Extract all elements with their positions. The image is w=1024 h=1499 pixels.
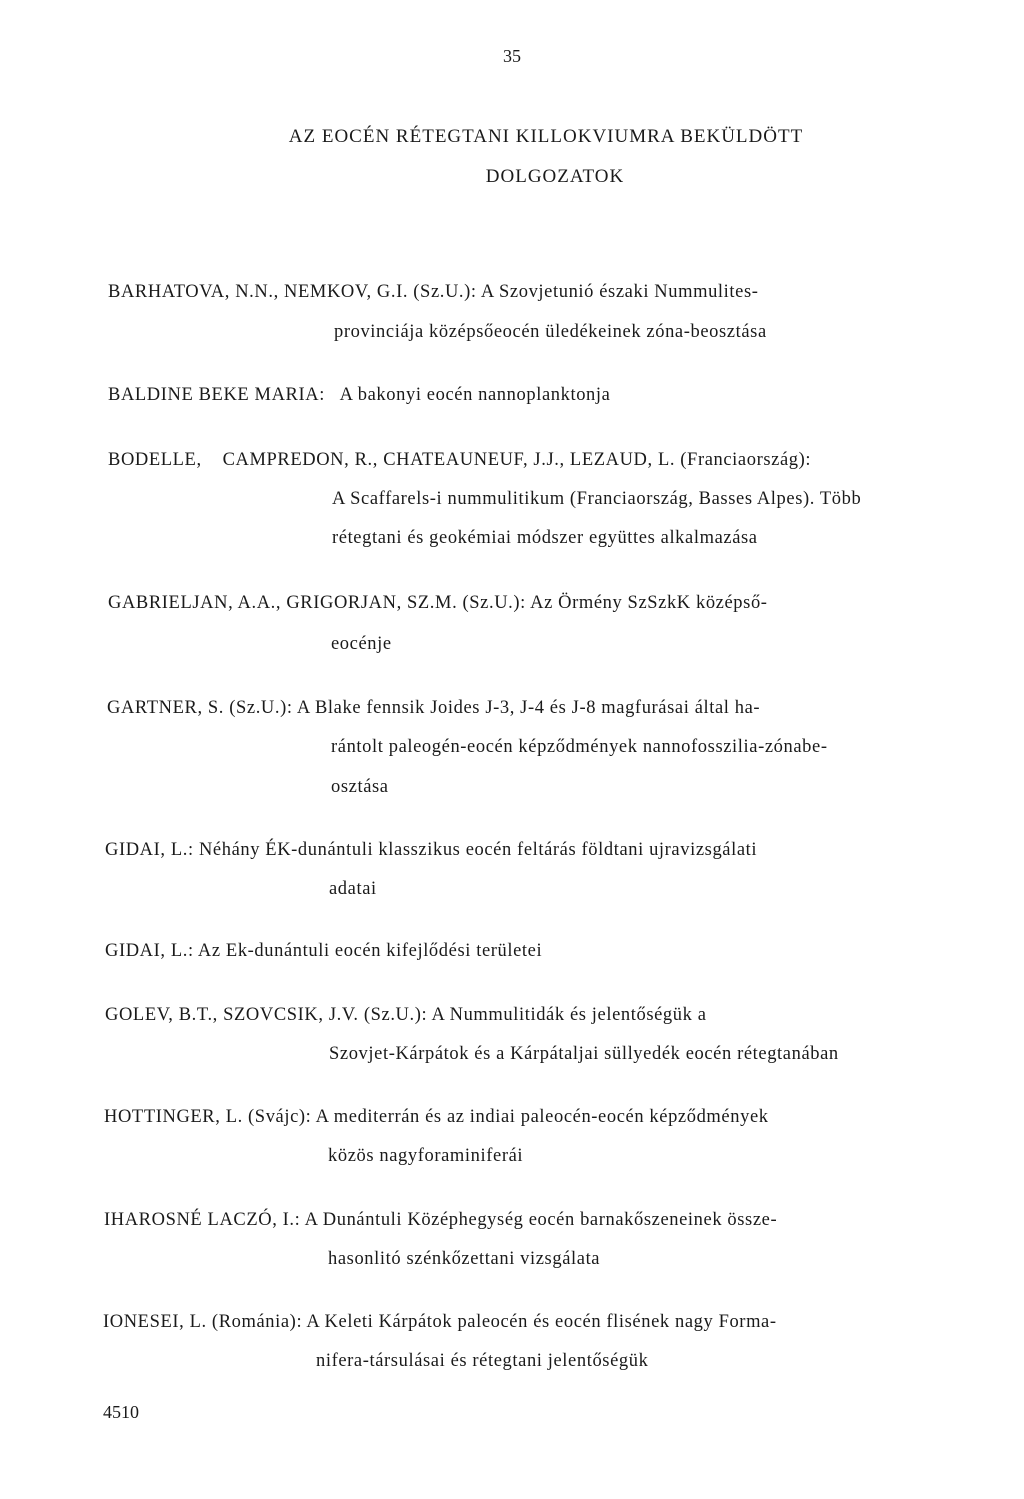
document-title-line-1: AZ EOCÉN RÉTEGTANI KILLOKVIUMRA BEKÜLDÖTT (288, 126, 804, 147)
entry-line: HOTTINGER, L. (Svájc): A mediterrán és az indiai paleocén-eocén képződmények (104, 1107, 769, 1127)
page-number: 35 (503, 46, 521, 66)
entry-line: hasonlitó szénkőzettani vizsgálata (328, 1249, 601, 1269)
entry-line: A Scaffarels-i nummulitikum (Franciaország, Basses Alpes). Több (332, 489, 862, 509)
entry-line: IONESEI, L. (Románia): A Keleti Kárpátok paleocén és eocén flisének nagy Forma- (103, 1312, 777, 1332)
entry-line: osztása (331, 777, 389, 797)
entry-line: GARTNER, S. (Sz.U.): A Blake fennsik Joides J-3, J-4 és J-8 magfurásai által ha- (107, 698, 761, 718)
entry-line: provinciája középsőeocén üledékeinek zóna-beosztása (334, 322, 767, 342)
footer-code: 4510 (103, 1402, 139, 1422)
entry-line: GOLEV, B.T., SZOVCSIK, J.V. (Sz.U.): A Nummulitidák és jelentőségük a (105, 1005, 707, 1025)
entry-line: BODELLE, CAMPREDON, R., CHATEAUNEUF, J.J., LEZAUD, L. (Franciaország): (108, 450, 812, 470)
entry-line: adatai (329, 879, 377, 899)
entry-line: BALDINE BEKE MARIA: A bakonyi eocén nannoplanktonja (108, 385, 611, 405)
entry-line: BARHATOVA, N.N., NEMKOV, G.I. (Sz.U.): A Szovjetunió északi Nummulites- (108, 282, 759, 302)
entry-line: eocénje (331, 634, 392, 654)
document-title-line-2: DOLGOZATOK (485, 166, 625, 187)
entry-line: GIDAI, L.: Az Ek-dunántuli eocén kifejlődési területei (105, 941, 543, 961)
entry-line: rántolt paleogén-eocén képződmények nannofosszilia-zónabe- (331, 737, 828, 757)
entry-line: IHAROSNÉ LACZÓ, I.: A Dunántuli Középhegység eocén barnakőszeneinek össze- (104, 1210, 778, 1230)
entry-line: közös nagyforaminiferái (328, 1146, 524, 1166)
entry-line: rétegtani és geokémiai módszer együttes alkalmazása (332, 528, 758, 548)
entry-line: GABRIELJAN, A.A., GRIGORJAN, SZ.M. (Sz.U.): Az Örmény SzSzkK középső- (108, 593, 768, 613)
entry-line: GIDAI, L.: Néhány ÉK-dunántuli klasszikus eocén feltárás földtani ujravizsgálati (105, 840, 758, 860)
entry-line: Szovjet-Kárpátok és a Kárpátaljai süllyedék eocén rétegtanában (329, 1044, 839, 1064)
entry-line: nifera-társulásai és rétegtani jelentőségük (316, 1351, 649, 1371)
